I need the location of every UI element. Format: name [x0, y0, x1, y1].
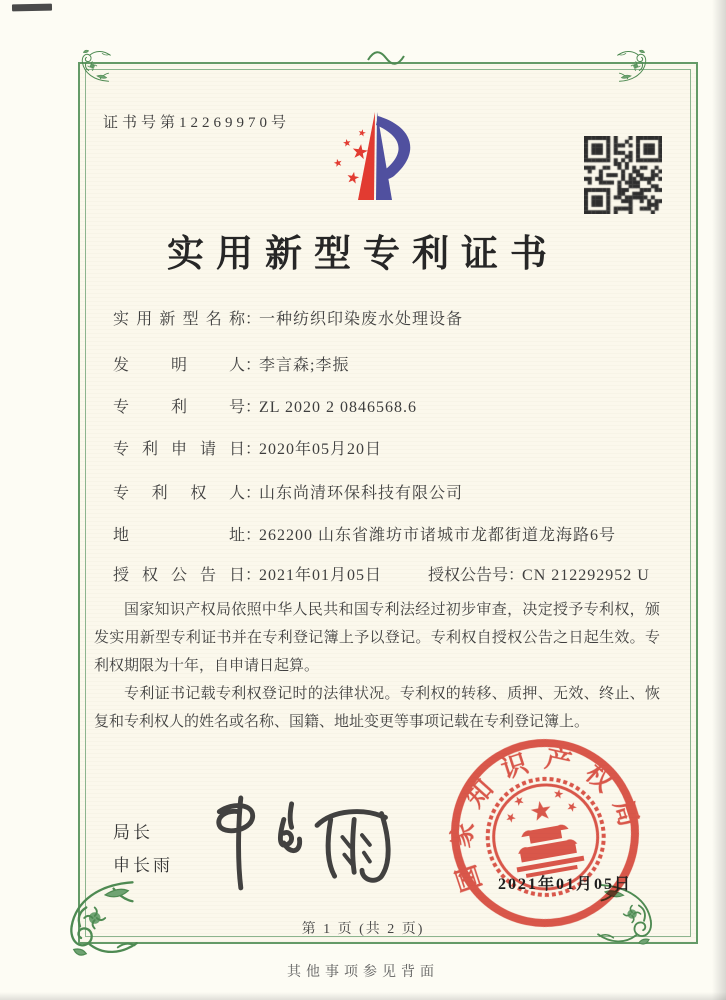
- director-block: [113, 816, 173, 882]
- field-label: 专利号: [113, 399, 245, 416]
- field-value: 2021年01月05日: [259, 567, 383, 584]
- field-label: 发明人: [113, 357, 245, 374]
- field-colon: ：: [245, 527, 262, 544]
- field-value: ZL 2020 2 0846568.6: [259, 399, 417, 416]
- field-value: 李言森;李振: [259, 357, 350, 374]
- qr-code: [584, 136, 662, 214]
- field-row: [113, 522, 616, 545]
- field-colon: ：: [508, 567, 525, 584]
- field-row: [113, 306, 463, 329]
- scan-edge-shadow: [0, 992, 726, 1000]
- back-side-note: 其他事项参见背面: [287, 965, 439, 980]
- legal-text: [94, 596, 660, 736]
- page-number: 第 1 页 (共 2 页): [301, 922, 425, 937]
- legal-paragraph: 国家知识产权局依照中华人民共和国专利法经过初步审查，决定授予专利权，颁发实用新型专利证书并在专利登记簿上予以登记。专利权自授权公告之日起生效。专利权期限为十年，自申请日起算。: [94, 602, 660, 674]
- corner-ornament-icon: [76, 48, 114, 84]
- field-value: 一种纺织印染废水处理设备: [259, 311, 464, 328]
- field-colon: ：: [245, 441, 262, 458]
- field-value: 山东尚清环保科技有限公司: [259, 485, 464, 502]
- grant-date-stamp: 2021年01月05日: [498, 876, 633, 893]
- field-label: 地址: [113, 527, 245, 544]
- field-colon: ：: [245, 311, 262, 328]
- field-label: 专利申请日: [113, 441, 245, 458]
- field-label: 实用新型名称: [113, 311, 245, 328]
- field-colon: ：: [245, 357, 262, 374]
- director-name: 申长雨: [113, 856, 173, 875]
- scan-edge-shadow: [712, 0, 726, 1000]
- field-row: [113, 352, 349, 375]
- certificate-title: 实用新型专利证书: [167, 234, 559, 275]
- field-row: [113, 480, 463, 503]
- grant-number-value: CN 212292952 U: [522, 567, 650, 584]
- field-colon: ：: [245, 567, 262, 584]
- corner-ornament-icon: [614, 48, 652, 84]
- field-label: 授权公告日: [113, 567, 245, 584]
- director-signature: [190, 786, 405, 894]
- scan-artifact: [12, 4, 52, 12]
- field-row: [113, 436, 382, 459]
- field-row: [113, 394, 417, 417]
- field-label: 专利权人: [113, 485, 245, 502]
- director-title: 局长: [113, 823, 153, 842]
- grant-number-label: 授权公告号: [428, 567, 509, 584]
- field-colon: ：: [245, 485, 262, 502]
- border-ornament-icon: [366, 46, 406, 68]
- field-row: [113, 562, 650, 585]
- certificate-number: 证书号第12269970号: [103, 115, 291, 131]
- field-value: 2020年05月20日: [259, 441, 383, 458]
- field-value: 262200 山东省潍坊市诸城市龙都街道龙海路6号: [259, 527, 617, 544]
- field-colon: ：: [245, 399, 262, 416]
- legal-paragraph: 专利证书记载专利权登记时的法律状况。专利权的转移、质押、无效、终止、恢复和专利权人的姓名或名称、国籍、地址变更等事项记载在专利登记簿上。: [94, 686, 660, 730]
- cnipa-logo-icon: [316, 106, 438, 208]
- official-seal: [429, 717, 661, 949]
- seal-text: 国家知识产权局: [446, 743, 648, 896]
